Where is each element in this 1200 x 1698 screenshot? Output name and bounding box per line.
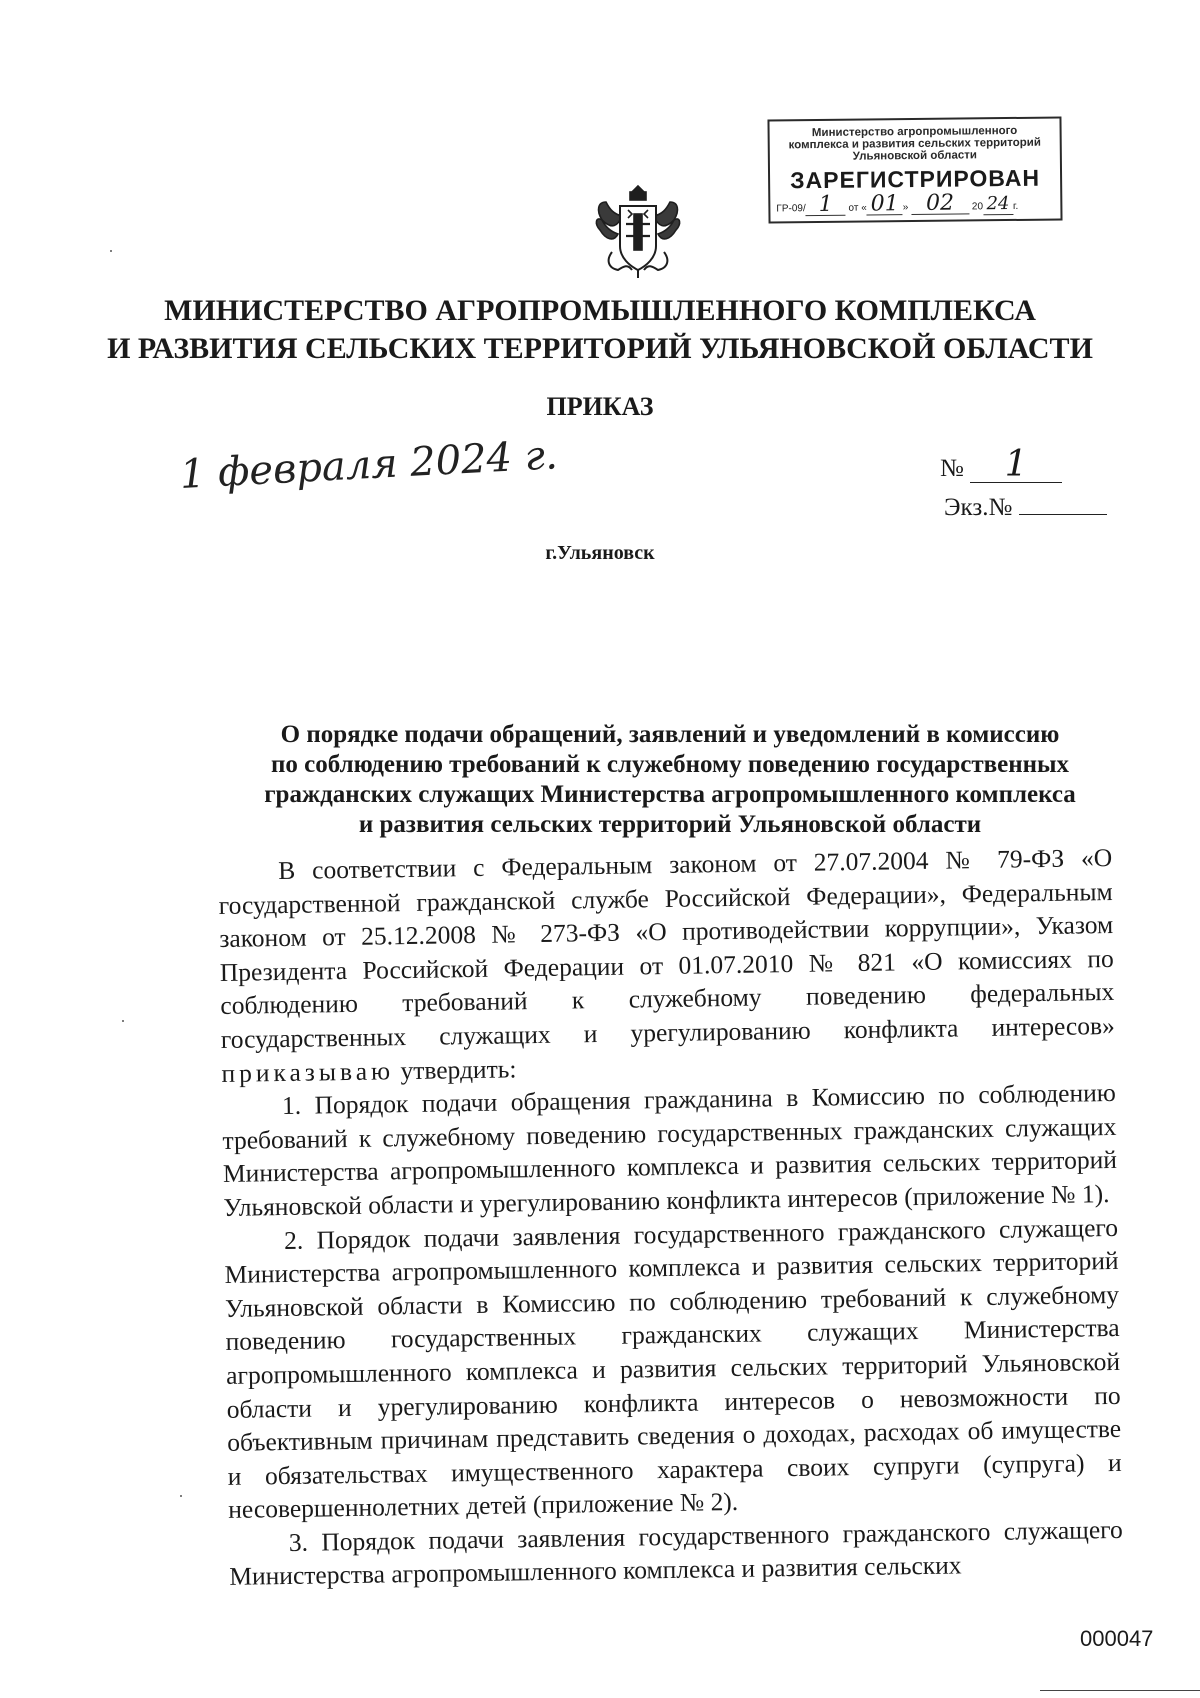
copy-number-value <box>1019 514 1107 515</box>
stamp-year-suffix: 24 <box>983 194 1013 215</box>
registration-stamp <box>767 116 1062 223</box>
order-title: ПРИКАЗ <box>546 392 654 421</box>
scan-edge-line <box>1040 1690 1200 1691</box>
document-body <box>218 841 1123 1594</box>
order-number-row <box>940 444 1062 485</box>
copy-number-row <box>944 494 1107 522</box>
document-title-line-1: О порядке подачи обращений, заявлений и уведомлений в комиссию <box>280 721 1060 748</box>
document-title-line-2: по соблюдению требований к служебному поведению государственных <box>270 751 1070 778</box>
stamp-org-line-1: Министерство агропромышленного <box>811 124 1018 140</box>
stamp-reg-number: 1 <box>806 195 846 216</box>
intro-end: утвердить: <box>400 1053 517 1085</box>
item-1: 1. Порядок подачи обращения гражданина в Комиссию по соблюдению требований к служебному поведению государственных гражданских служащих Министерства агропромышленного комплекса и развития сельских территорий Ульяновской области и урегулированию конфликта интересов (приложение № 1). <box>222 1078 1118 1222</box>
document-number: 000047 <box>1080 1626 1154 1651</box>
stamp-org-line-3: Ульяновской области <box>852 149 978 163</box>
city: г.Ульяновск <box>545 542 655 564</box>
item-3: 3. Порядок подачи заявления государственного гражданского служащего Министерства агропромышленного комплекса и развития сельских <box>229 1514 1123 1592</box>
stamp-org-line-2: комплекса и развития сельских территорий <box>788 136 1041 152</box>
stamp-year-end: г. <box>1012 200 1019 212</box>
intro-order-word: приказываю <box>221 1055 395 1088</box>
order-date-handwritten: 1 февраля 2024 г. <box>178 432 559 498</box>
order-number-value: 1 <box>970 448 1062 483</box>
order-number-label: № <box>940 455 964 482</box>
intro-paragraph <box>218 841 1116 1090</box>
ministry-line-2: И РАЗВИТИЯ СЕЛЬСКИХ ТЕРРИТОРИЙ УЛЬЯНОВСКОЙ ОБЛАСТИ <box>107 332 1093 365</box>
stamp-from-label: от « <box>848 202 867 214</box>
stamp-month: 02 <box>911 193 969 215</box>
stamp-registration-line <box>770 192 1060 217</box>
scan-speck <box>180 1495 182 1497</box>
ministry-name <box>0 292 1200 368</box>
stamp-day-close: » <box>902 202 909 214</box>
coat-of-arms-icon <box>592 180 684 280</box>
intro-text: В соответствии с Федеральным законом от 27.07.2004 № 79-ФЗ «О государственной гражданской службе Российской Федерации», Федеральным законом от 25.12.2008 № 273-ФЗ «О противодействии коррупции», Указом Президента Российской Федерации от 01.07.2010 № 821 «О комиссиях по соблюдению требований к служебному поведению федеральных государственных служащих и урегулированию конфликта интересов» <box>218 842 1116 1054</box>
stamp-year-prefix: 20 <box>971 201 984 213</box>
document-title-line-4: и развития сельских территорий Ульяновской области <box>358 811 982 838</box>
document-title <box>230 720 1110 840</box>
stamp-reg-prefix: ГР-09/ <box>776 203 806 215</box>
scan-speck <box>110 250 112 252</box>
ministry-line-1: МИНИСТЕРСТВО АГРОПРОМЫШЛЕННОГО КОМПЛЕКСА <box>164 294 1036 327</box>
stamp-status: ЗАРЕГИСТРИРОВАН <box>790 164 1041 194</box>
scan-speck <box>122 1020 124 1022</box>
item-2: 2. Порядок подачи заявления государственного гражданского служащего Министерства агропромышленного комплекса и развития сельских территорий Ульяновской области в Комиссию по соблюдению требований к служебному поведению государственных гражданских служащих Министерства агропромышленного комплекса и развития сельских территорий Ульяновской области и урегулированию конфликта интересов о невозможности по объективным причинам представить сведения о доходах, расходах об имуществе и обязательствах имущественного характера своих супруги (супруга) и несовершеннолетних детей (приложение № 2). <box>224 1212 1122 1525</box>
document-title-line-3: гражданских служащих Министерства агропромышленного комплекса <box>264 781 1076 808</box>
stamp-day: 01 <box>867 194 903 215</box>
copy-number-label: Экз.№ <box>944 494 1013 521</box>
